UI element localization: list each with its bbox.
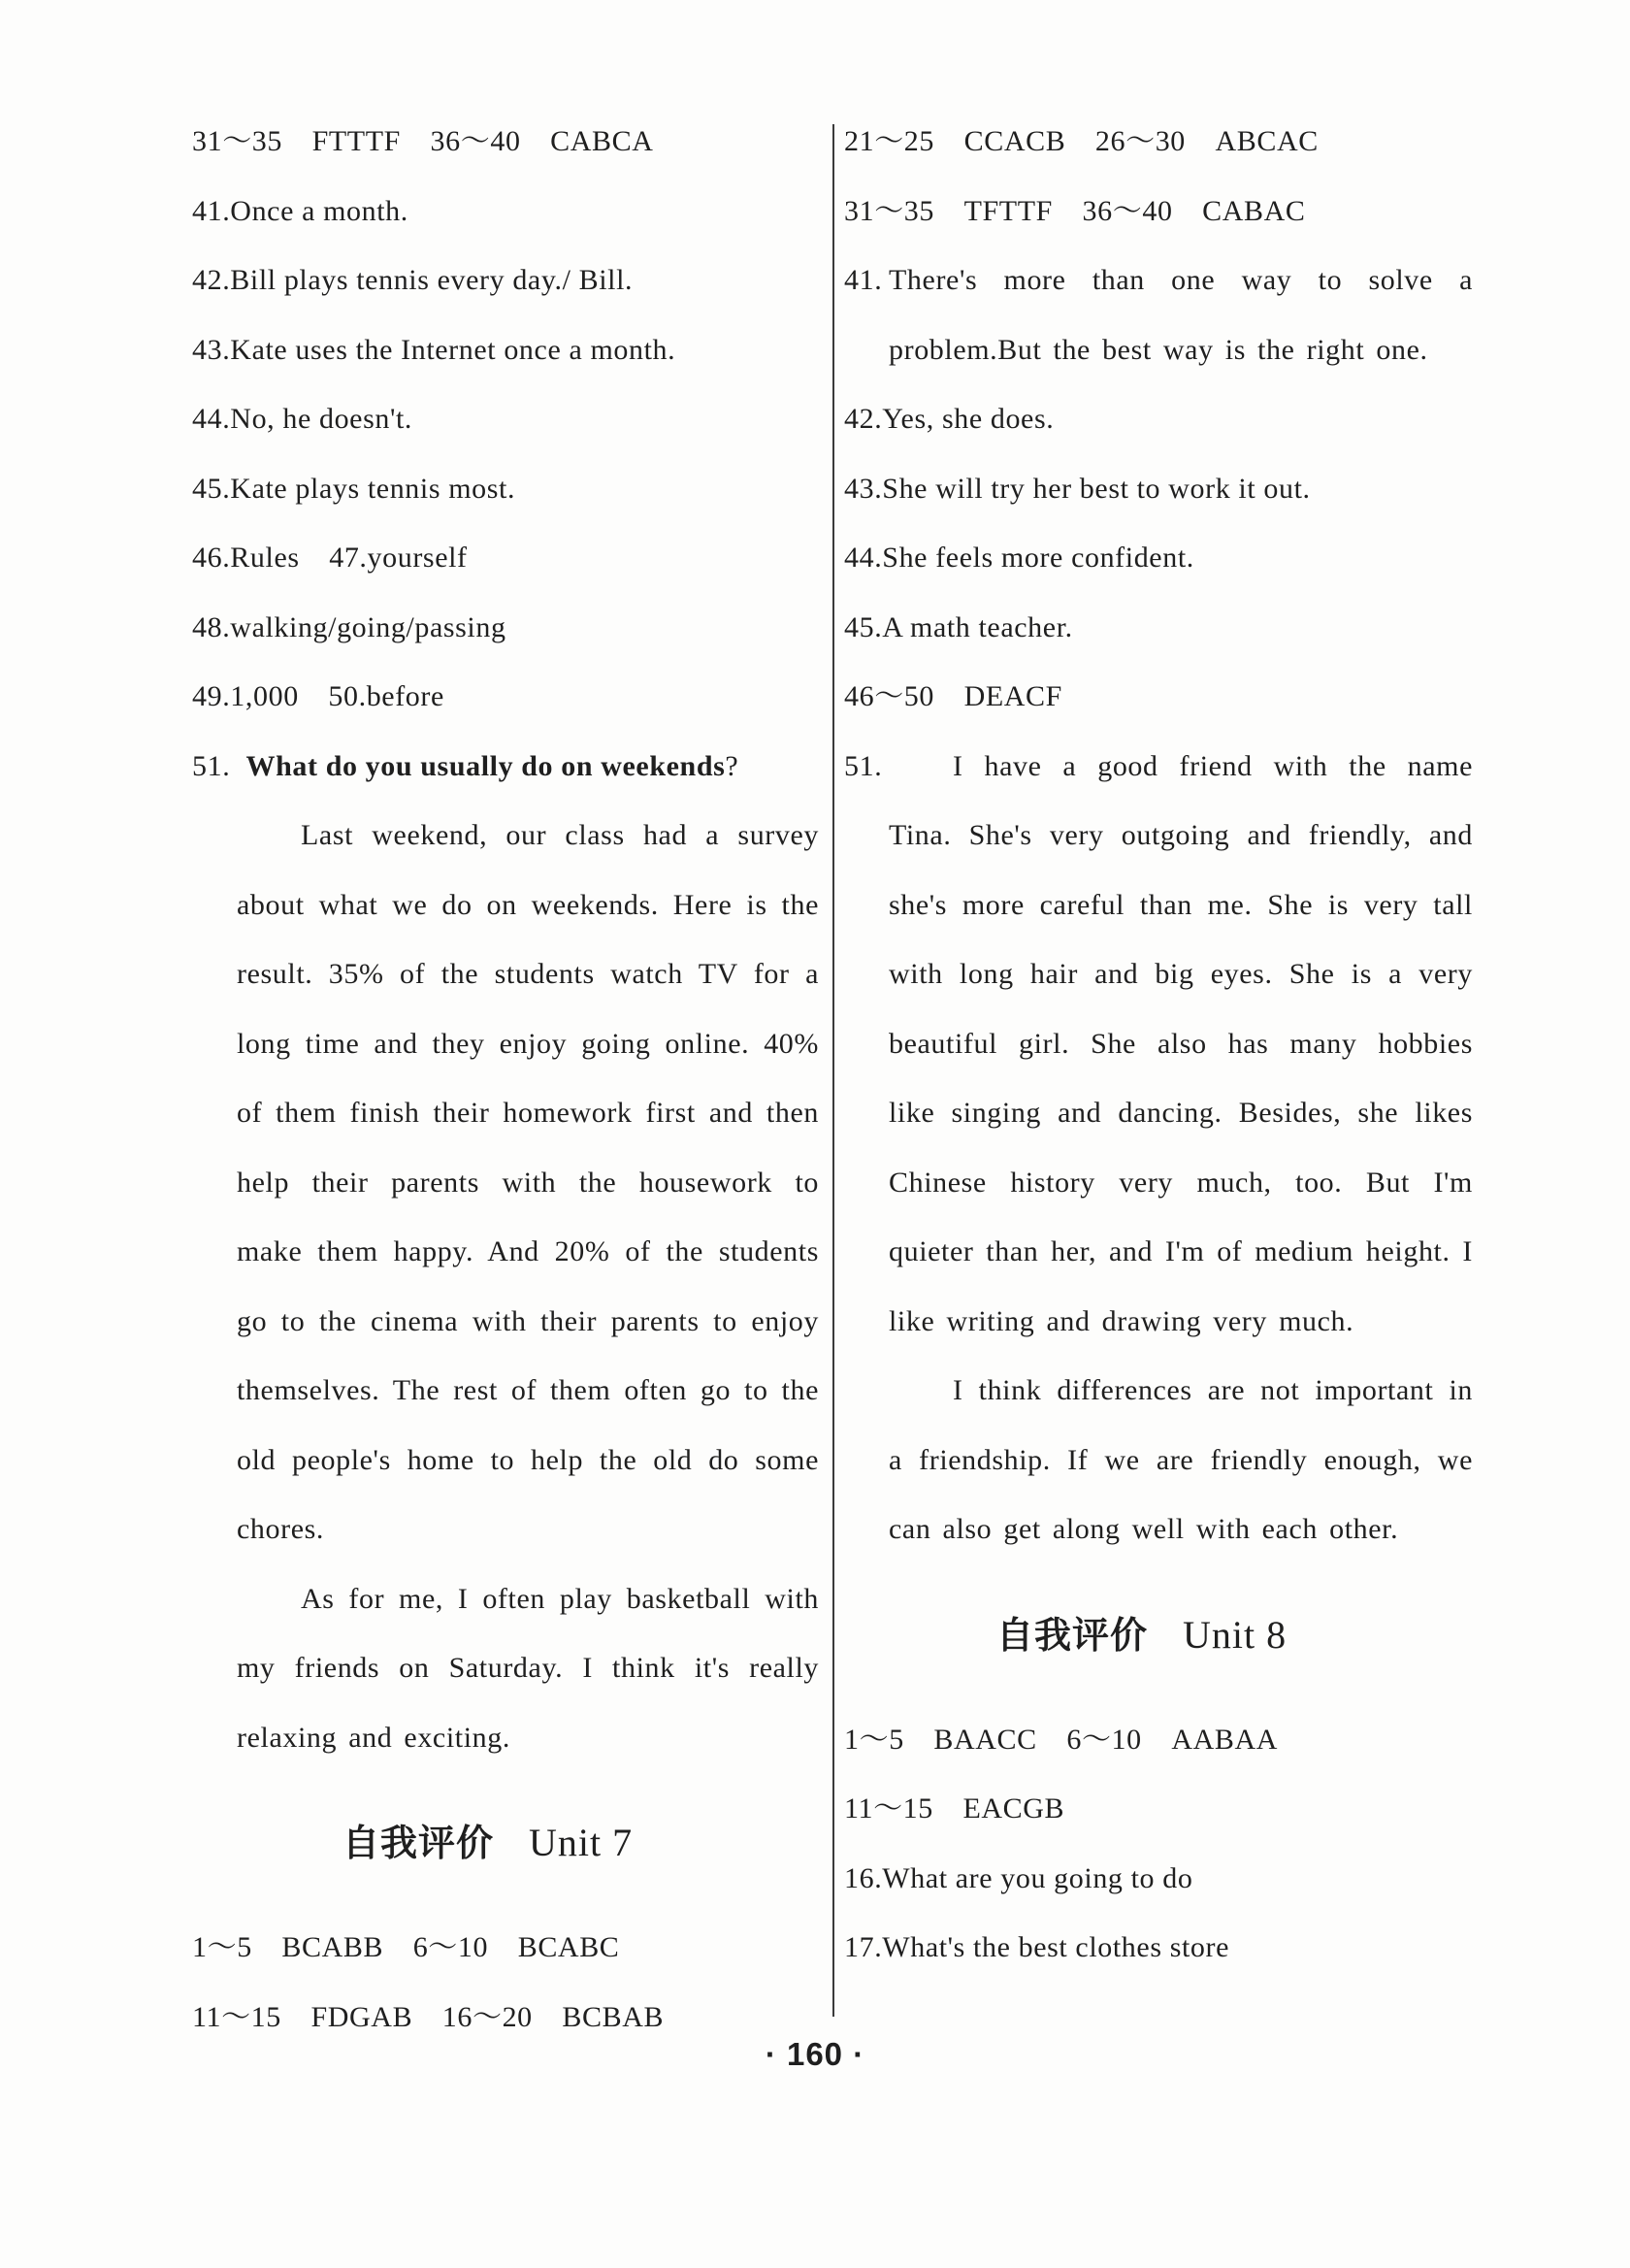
question-number: 51. bbox=[192, 749, 231, 782]
section-heading bbox=[844, 1564, 1473, 1705]
answer-line: 1～5 BAACC 6～10 AABAA bbox=[844, 1723, 1279, 1756]
answer-line: 44.No, he doesn't. bbox=[192, 403, 413, 435]
question-mark: ? bbox=[725, 749, 739, 782]
answer-line: 16.What are you going to do bbox=[844, 1861, 1193, 1894]
answer-text: There's more than one way to solve a problem.But the best way is the right one. bbox=[889, 264, 1473, 366]
answer-line: 42.Bill plays tennis every day./ Bill. bbox=[192, 264, 634, 296]
column-divider bbox=[832, 124, 834, 2017]
answer-line: 1～5 BCABB 6～10 BCABC bbox=[192, 1931, 620, 1963]
essay-paragraph: Last weekend, our class had a survey about what we do on weekends. Here is the result. 35% of the students watch TV for a long time and they enjoy going online. 40% of them finish their homework first and then help their parents with the housework to make them happy. And 20% of the students go to the cinema with their parents to enjoy themselves. The rest of them often go to the old people's home to help the old do some chores. bbox=[237, 819, 819, 1545]
answer-line: 21～25 CCACB 26～30 ABCAC bbox=[844, 125, 1319, 157]
essay-question: What do you usually do on weekends bbox=[245, 749, 726, 782]
left-column bbox=[192, 107, 823, 2052]
answer-line: 43.Kate uses the Internet once a month. bbox=[192, 333, 676, 366]
section-heading bbox=[192, 1772, 823, 1913]
question-51 bbox=[844, 732, 1473, 1357]
question-number: 41. bbox=[844, 264, 883, 296]
answer-line: 49.1,000 50.before bbox=[192, 680, 444, 712]
essay-paragraph: I have a good friend with the name Tina. She's very outgoing and friendly, and she's more careful than me. She is very tall with long hair and big eyes. She is a very beautiful girl. She also has many hobbies like singing and dancing. Besides, she likes Chinese history very much, too. But I'm quieter than her, and I'm of medium height. I like writing and drawing very much. bbox=[889, 749, 1473, 1337]
answer-line: 17.What's the best clothes store bbox=[844, 1931, 1230, 1963]
answer-line: 45.A math teacher. bbox=[844, 610, 1073, 643]
answer-line: 11～15 FDGAB 16～20 BCBAB bbox=[192, 2000, 665, 2033]
heading-chinese: 自我评价 bbox=[342, 1822, 495, 1864]
answer-line: 48.walking/going/passing bbox=[192, 610, 506, 643]
question-41 bbox=[844, 246, 1473, 384]
answer-line: 42.Yes, she does. bbox=[844, 403, 1055, 435]
answer-line: 31～35 TFTTF 36～40 CABAC bbox=[844, 194, 1306, 227]
answer-line: 41.Once a month. bbox=[192, 194, 408, 227]
essay-paragraph: I think differences are not important in a friendship. If we are friendly enough, we can also get along well with each other. bbox=[889, 1374, 1473, 1545]
right-column bbox=[844, 107, 1473, 1983]
heading-unit: Unit 8 bbox=[1183, 1612, 1288, 1657]
essay-question-line bbox=[192, 732, 823, 802]
answer-line: 46.Rules 47.yourself bbox=[192, 542, 468, 574]
answer-line: 45.Kate plays tennis most. bbox=[192, 472, 516, 505]
answer-line: 11～15 EACGB bbox=[844, 1792, 1065, 1824]
page-number: · 160 · bbox=[765, 2036, 865, 2072]
answer-line: 46～50 DEACF bbox=[844, 680, 1062, 712]
heading-chinese: 自我评价 bbox=[996, 1613, 1149, 1657]
answer-line: 31～35 FTTTF 36～40 CABCA bbox=[192, 125, 654, 157]
answer-line: 43.She will try her best to work it out. bbox=[844, 472, 1311, 505]
answer-line: 44.She feels more confident. bbox=[844, 542, 1194, 574]
question-number: 51. bbox=[844, 749, 883, 782]
heading-unit: Unit 7 bbox=[529, 1821, 634, 1864]
essay-paragraph: As for me, I often play basketball with my friends on Saturday. I think it's really relaxing and exciting. bbox=[237, 1582, 819, 1754]
